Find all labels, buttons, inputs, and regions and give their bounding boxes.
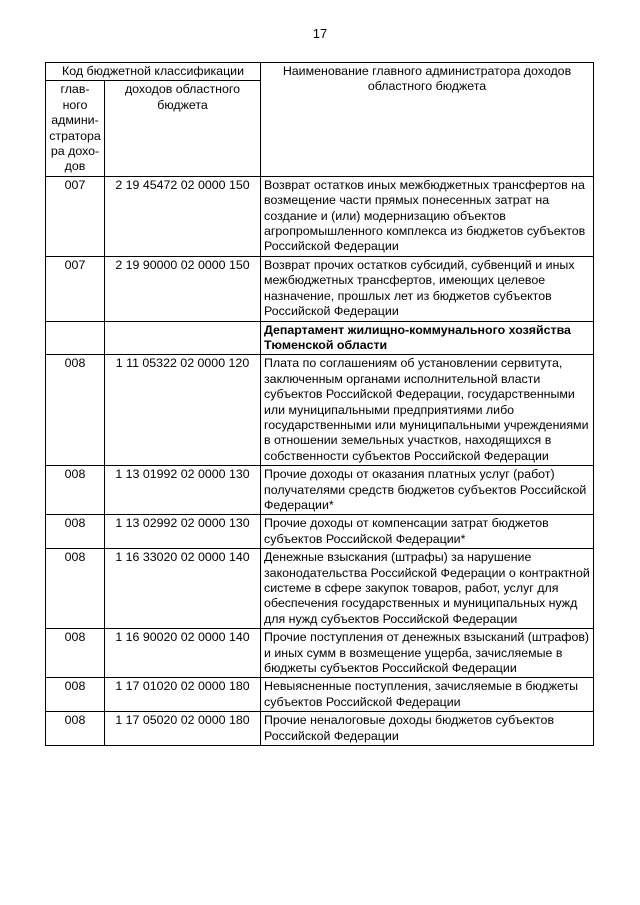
budget-code-cell: 1 16 33020 02 0000 140 (105, 549, 261, 629)
header-admin-line: ра дохо- (50, 144, 100, 159)
header-admin-line: ного (62, 97, 88, 112)
budget-code-cell: 1 11 05322 02 0000 120 (105, 355, 261, 466)
table-row (46, 355, 594, 466)
admin-code-cell: 008 (46, 355, 105, 466)
revenue-name-cell: Прочие доходы от компенсации затрат бюджетов субъектов Российской Федерации* (261, 515, 594, 549)
revenue-name-cell: Невыясненные поступления, зачисляемые в бюджеты субъектов Российской Федерации (261, 678, 594, 712)
revenue-name-cell: Денежные взыскания (штрафы) за нарушение законодательства Российской Федерации о контрактной системе в сфере закупок товаров, работ, услуг для обеспечения государственных и муниципальных нужд для нужд субъектов Российской Федерации (261, 549, 594, 629)
budget-code-cell: 1 13 01992 02 0000 130 (105, 466, 261, 515)
budget-classification-table (45, 62, 594, 746)
budget-code-cell: 2 19 45472 02 0000 150 (105, 176, 261, 256)
table-row (46, 176, 594, 256)
table-row (46, 712, 594, 746)
table-row (46, 629, 594, 678)
revenue-name-cell: Прочие поступления от денежных взысканий (штрафов) и иных сумм в возмещение ущерба, зачисляемые в бюджеты субъектов Российской Федерации (261, 629, 594, 678)
table-row (46, 466, 594, 515)
budget-code-cell: 1 17 05020 02 0000 180 (105, 712, 261, 746)
table-row-department (46, 321, 594, 355)
header-col-name: Наименование главного администратора доходов областного бюджета (261, 63, 594, 177)
header-col-admin (46, 81, 105, 176)
header-admin-line: глав- (60, 82, 90, 97)
admin-code-cell: 008 (46, 712, 105, 746)
admin-code-cell: 008 (46, 549, 105, 629)
table-row (46, 515, 594, 549)
admin-code-cell: 008 (46, 678, 105, 712)
admin-code-cell (46, 321, 105, 355)
admin-code-cell: 008 (46, 629, 105, 678)
revenue-name-cell: Возврат остатков иных межбюджетных трансфертов на возмещение части прямых понесенных затрат на создание и (или) модернизацию объектов агропромышленного комплекса из бюджетов субъектов Российской Федерации (261, 176, 594, 256)
budget-code-cell: 1 16 90020 02 0000 140 (105, 629, 261, 678)
admin-code-cell: 008 (46, 515, 105, 549)
admin-code-cell: 007 (46, 256, 105, 321)
revenue-name-cell: Прочие доходы от оказания платных услуг (работ) получателями средств бюджетов субъектов Российской Федерации* (261, 466, 594, 515)
budget-code-cell: 2 19 90000 02 0000 150 (105, 256, 261, 321)
admin-code-cell: 008 (46, 466, 105, 515)
department-heading: Департамент жилищно-коммунального хозяйства Тюменской области (261, 321, 594, 355)
header-admin-line: дов (64, 159, 86, 174)
header-group-label: Код бюджетной классификации (46, 63, 261, 81)
header-row-group (46, 63, 594, 81)
table-body (46, 176, 594, 745)
revenue-name-cell: Возврат прочих остатков субсидий, субвенций и иных межбюджетных трансфертов, имеющих целевое назначение, прошлых лет из бюджетов субъектов Российской Федерации (261, 256, 594, 321)
budget-code-cell: 1 13 02992 02 0000 130 (105, 515, 261, 549)
admin-code-cell: 007 (46, 176, 105, 256)
budget-code-cell: 1 17 01020 02 0000 180 (105, 678, 261, 712)
table-row (46, 678, 594, 712)
revenue-name-cell: Плата по соглашениям об установлении сервитута, заключенным органами исполнительной власти субъектов Российской Федерации, государственными или муниципальными предприятиями либо государственными или муниципальными учреждениями в отношении земельных участков, находящихся в собственности субъектов Российской Федерации (261, 355, 594, 466)
budget-code-cell (105, 321, 261, 355)
table-row (46, 256, 594, 321)
revenue-name-cell: Прочие неналоговые доходы бюджетов субъектов Российской Федерации (261, 712, 594, 746)
page-number: 17 (312, 26, 328, 41)
table-row (46, 549, 594, 629)
header-admin-line: стратора (49, 128, 101, 143)
header-col-code: доходов областного бюджета (105, 81, 261, 176)
header-admin-line: админи- (51, 113, 99, 128)
